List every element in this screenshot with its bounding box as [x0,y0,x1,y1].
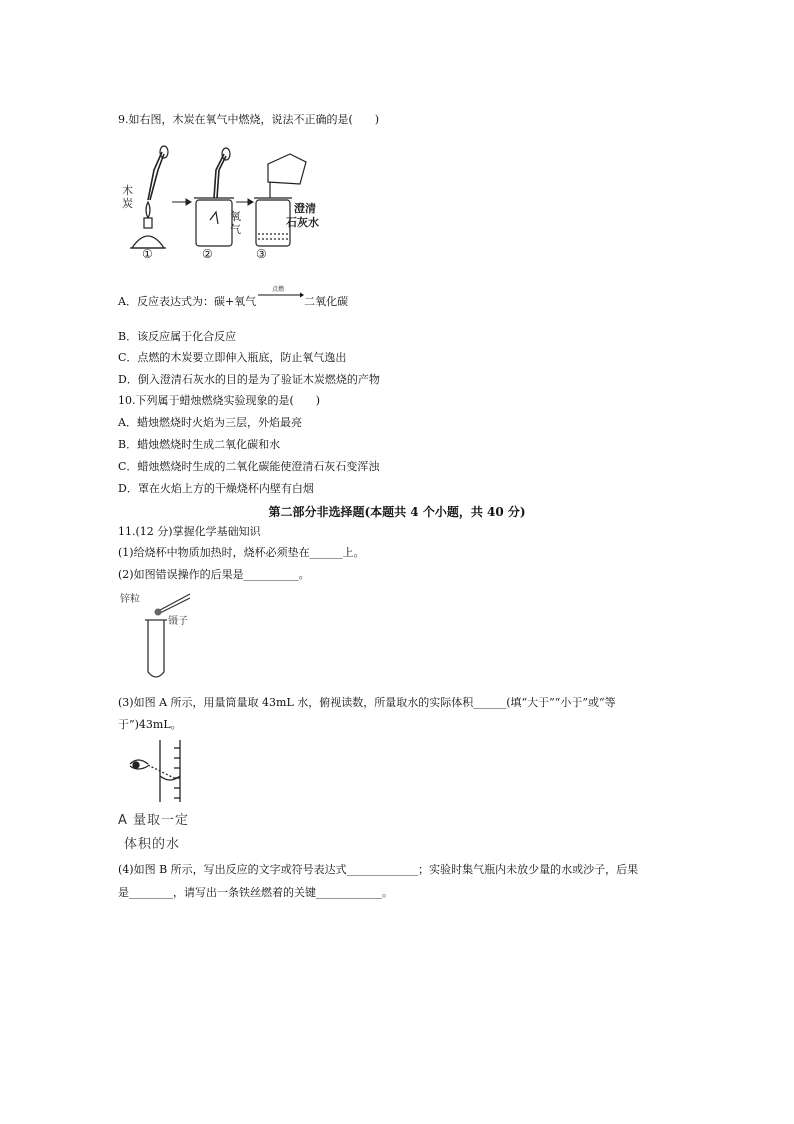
zinc-granule-icon [155,609,162,616]
label-charcoal-2: 炭 [122,197,133,210]
label-charcoal-1: 木 [122,184,133,197]
oxygen-bottle-icon [194,148,234,246]
q11-part4-line2: 是________，请写出一条铁丝燃着的关键____________。 [118,886,393,899]
q10-option-b: B．蜡烛燃烧时生成二氧化碳和水 [118,438,281,451]
label-step-3: ③ [256,247,267,260]
q11-part1: (1)给烧杯中物质加热时，烧杯必须垫在______上。 [118,546,365,559]
test-tube-zinc-figure [118,588,208,687]
graduated-cylinder-figure [118,738,208,811]
figA-caption-1: A 量取一定 [118,813,190,828]
long-arrow-icon [256,291,304,305]
limewater-bottle-icon [254,154,306,246]
graduated-cylinder-icon [160,740,180,802]
label-oxygen-2: 气 [230,223,241,236]
q9-option-a-product: 二氧化碳 [304,295,349,308]
q10-option-c: C．蜡烛燃烧时生成的二氧化碳能使澄清石灰石变浑浊 [118,460,380,473]
reaction-arrow [256,286,304,305]
q11-stem: 11.(12 分)掌握化学基础知识 [118,525,261,538]
label-limewater-2: 石灰水 [286,216,319,229]
q9-option-a-prefix: A．反应表达式为：碳+氧气 [118,295,257,308]
charcoal-combustion-figure [118,140,328,263]
test-tube-icon [145,620,167,677]
q10-option-d: D．罩在火焰上方的干燥烧杯内壁有白烟 [118,482,314,495]
figA-caption-2: 体积的水 [124,837,181,852]
part2-heading: 第二部分非选择题(本题共 4 个小题，共 40 分) [268,505,526,519]
q9-option-b: B．该反应属于化合反应 [118,330,237,343]
q9-stem: 9.如右图，木炭在氧气中燃烧，说法不正确的是( ) [118,113,380,126]
q9-option-a [118,286,349,309]
label-limewater-1: 澄清 [294,202,316,215]
arrow-icon [236,199,253,205]
reaction-condition: 点燃 [272,286,285,293]
q9-option-c: C．点燃的木炭要立即伸入瓶底，防止氧气逸出 [118,351,347,364]
q10-option-a: A．蜡烛燃烧时火焰为三层，外焰最亮 [118,416,302,429]
label-step-1: ① [142,247,153,260]
label-tweezers: 镊子 [168,616,188,627]
arrow-icon [172,199,191,205]
tweezers-icon [160,594,190,613]
q11-part3-line1: (3)如图 A 所示，用量筒量取 43mL 水，俯视读数，所量取水的实际体积______(填“大于”“小于”或“等 [118,696,616,709]
q10-stem: 10.下列属于蜡烛燃烧实验现象的是( ) [118,394,321,407]
label-step-2: ② [202,247,213,260]
alcohol-lamp-icon [130,146,168,248]
eye-icon [130,760,174,778]
q9-option-d: D．倒入澄清石灰水的目的是为了验证木炭燃烧的产物 [118,373,380,386]
q11-part2: (2)如图错误操作的后果是__________。 [118,568,310,581]
q11-part3-line2: 于”)43mL。 [118,718,182,731]
label-zinc: 锌粒 [120,594,140,605]
q11-part4-line1: (4)如图 B 所示，写出反应的文字或符号表达式_____________；实验时集气瓶内未放少量的水或沙子，后果 [118,863,639,876]
label-oxygen-1: 氧 [230,210,241,223]
